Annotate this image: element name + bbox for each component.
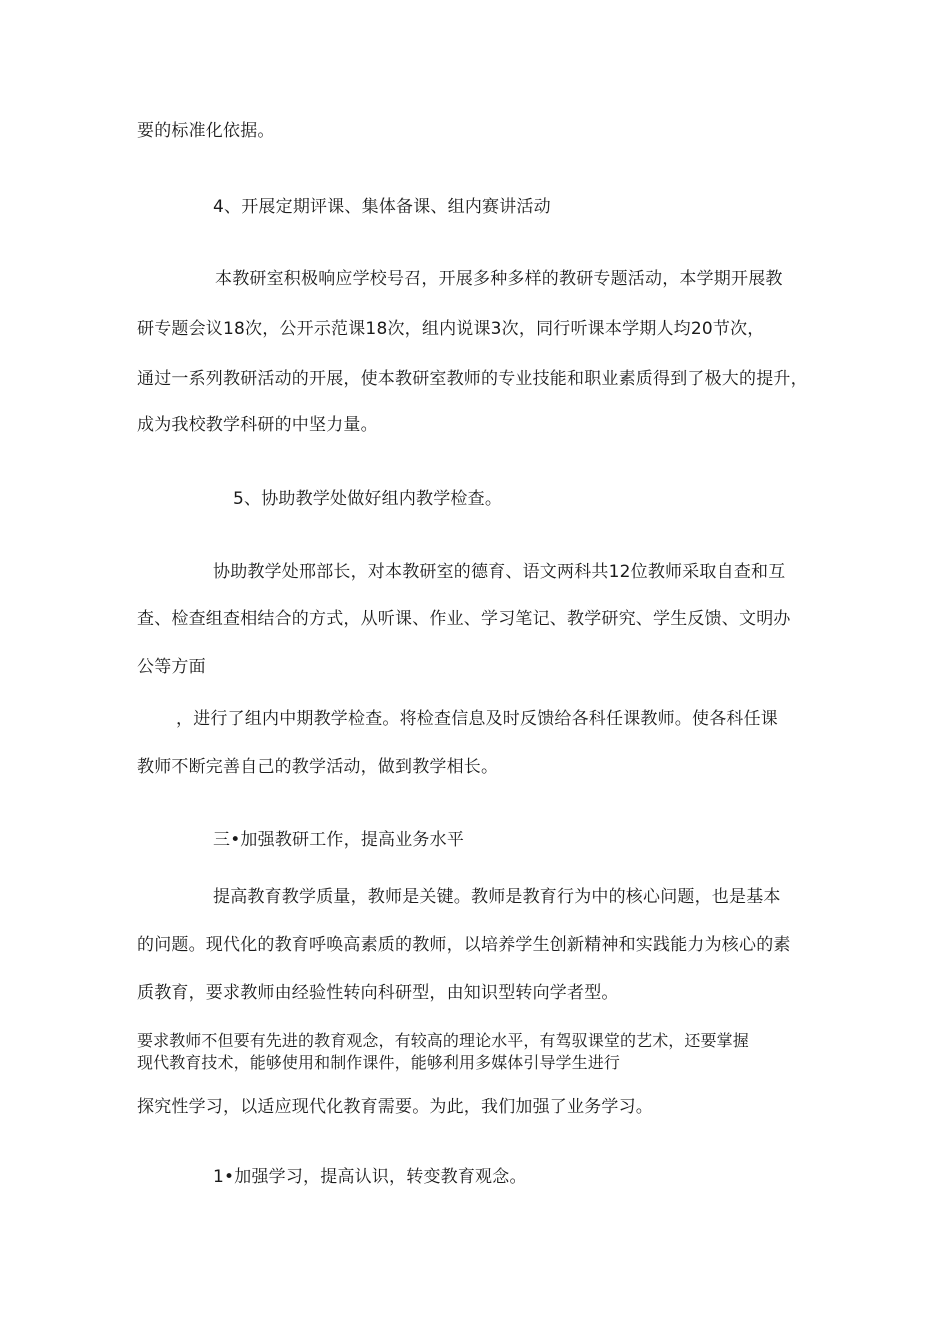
paragraph-line: 研专题会议18次，公开示范课18次，组内说课3次，同行听课本学期人均20节次， [137,319,765,339]
paragraph-line: 公等方面 [137,657,206,677]
section-heading: 1•加强学习，提高认识，转变教育观念。 [213,1167,527,1187]
paragraph-line: 成为我校教学科研的中坚力量。 [137,415,378,435]
paragraph-line: 探究性学习，以适应现代化教育需要。为此，我们加强了业务学习。 [137,1097,653,1117]
paragraph-line: 要的标准化依据。 [137,121,275,141]
paragraph-line: 通过一系列教研活动的开展，使本教研室教师的专业技能和职业素质得到了极大的提升， [137,369,808,389]
paragraph-line: 质教育，要求教师由经验性转向科研型，由知识型转向学者型。 [137,983,619,1003]
paragraph-line: ，进行了组内中期教学检查。将检查信息及时反馈给各科任课教师。使各科任课 [176,709,778,729]
paragraph-line: 的问题。现代化的教育呼唤高素质的教师，以培养学生创新精神和实践能力为核心的素 [137,935,791,955]
paragraph-line: 教师不断完善自己的教学活动，做到教学相长。 [137,757,499,777]
paragraph-line: 现代教育技术，能够使用和制作课件，能够利用多媒体引导学生进行 [137,1053,621,1072]
paragraph-line: 查、检查组查相结合的方式，从听课、作业、学习笔记、教学研究、学生反馈、文明办 [137,609,791,629]
paragraph-line: 协助教学处邢部长，对本教研室的德育、语文两科共12位教师采取自查和互 [213,562,786,582]
section-heading: 三•加强教研工作，提高业务水平 [213,830,465,850]
paragraph-line: 要求教师不但要有先进的教育观念，有较高的理论水平，有驾驭课堂的艺术，还要掌握 [137,1031,749,1050]
paragraph-line: 提高教育教学质量，教师是关键。教师是教育行为中的核心问题，也是基本 [213,887,781,907]
section-heading: 4、开展定期评课、集体备课、组内赛讲活动 [213,197,551,217]
section-heading: 5、协助教学处做好组内教学检查。 [233,489,503,509]
paragraph-line: 本教研室积极响应学校号召，开展多种多样的教研专题活动，本学期开展教 [215,269,783,289]
